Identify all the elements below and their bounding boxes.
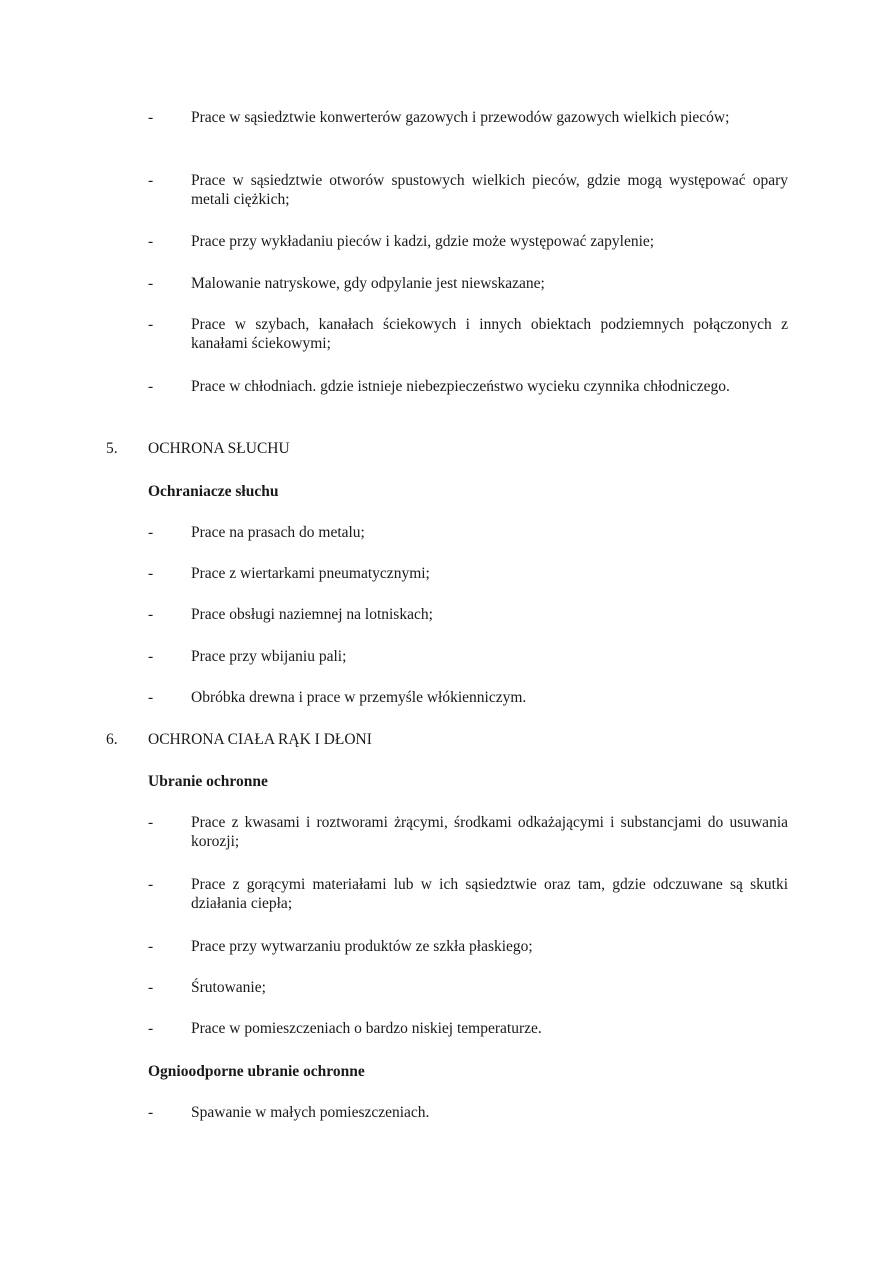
list-item-text: Prace z kwasami i roztworami żrącymi, środkami odkażającymi i substancjami do usuwania korozji;	[191, 814, 788, 850]
list-item-text: Prace w sąsiedztwie otworów spustowych wielkich pieców, gdzie mogą występować opary metali ciężkich;	[191, 172, 788, 208]
section-title: OCHRONA SŁUCHU	[148, 440, 290, 457]
bullet-dash: -	[148, 275, 154, 292]
list-item	[148, 813, 788, 851]
section-number: 5.	[106, 440, 118, 457]
list-item-text: Prace przy wykładaniu pieców i kadzi, gdzie może występować zapylenie;	[191, 233, 655, 250]
list-item	[148, 688, 788, 707]
list-item	[148, 108, 788, 127]
subheading: Ochraniacze słuchu	[148, 483, 279, 500]
list-item	[148, 232, 788, 251]
subheading: Ognioodporne ubranie ochronne	[148, 1063, 365, 1080]
list-item-text: Prace na prasach do metalu;	[191, 524, 365, 541]
list-item	[148, 978, 788, 997]
list-item	[148, 274, 788, 293]
bullet-dash: -	[148, 378, 154, 395]
bullet-dash: -	[148, 814, 154, 831]
list-item-text: Obróbka drewna i prace w przemyśle włókienniczym.	[191, 689, 527, 706]
list-item-text: Prace przy wytwarzaniu produktów ze szkła płaskiego;	[191, 938, 533, 955]
bullet-dash: -	[148, 316, 154, 333]
bullet-dash: -	[148, 524, 154, 541]
list-item	[148, 377, 788, 396]
bullet-dash: -	[148, 109, 154, 126]
list-item-text: Prace w sąsiedztwie konwerterów gazowych i przewodów gazowych wielkich pieców;	[191, 109, 730, 126]
list-item-text: Prace z wiertarkami pneumatycznymi;	[191, 565, 430, 582]
bullet-dash: -	[148, 1104, 154, 1121]
list-item	[148, 647, 788, 666]
list-item-text: Prace przy wbijaniu pali;	[191, 648, 347, 665]
list-item-text: Prace w pomieszczeniach o bardzo niskiej temperaturze.	[191, 1020, 542, 1037]
list-item	[148, 171, 788, 209]
bullet-dash: -	[148, 172, 154, 189]
bullet-dash: -	[148, 876, 154, 893]
section-heading-5	[106, 439, 290, 458]
list-item-text: Prace w chłodniach. gdzie istnieje niebezpieczeństwo wycieku czynnika chłodniczego.	[191, 378, 730, 395]
list-item	[148, 315, 788, 353]
list-item	[148, 875, 788, 913]
section-heading-6	[106, 730, 372, 749]
list-item-text: Prace obsługi naziemnej na lotniskach;	[191, 606, 433, 623]
list-item	[148, 937, 788, 956]
list-item	[148, 523, 788, 542]
list-item	[148, 605, 788, 624]
list-item	[148, 1103, 788, 1122]
bullet-dash: -	[148, 565, 154, 582]
list-item-text: Malowanie natryskowe, gdy odpylanie jest niewskazane;	[191, 275, 545, 292]
bullet-dash: -	[148, 233, 154, 250]
bullet-dash: -	[148, 689, 154, 706]
bullet-dash: -	[148, 938, 154, 955]
section-title: OCHRONA CIAŁA RĄK I DŁONI	[148, 731, 372, 748]
bullet-dash: -	[148, 648, 154, 665]
subheading: Ubranie ochronne	[148, 773, 268, 790]
list-item-text: Prace w szybach, kanałach ściekowych i innych obiektach podziemnych połączonych z kanałami ściekowymi;	[191, 316, 788, 352]
section-number: 6.	[106, 731, 118, 748]
bullet-dash: -	[148, 1020, 154, 1037]
list-item-text: Prace z gorącymi materiałami lub w ich sąsiedztwie oraz tam, gdzie odczuwane są skutki działania ciepła;	[191, 876, 788, 912]
list-item	[148, 1019, 788, 1038]
list-item-text: Śrutowanie;	[191, 979, 266, 996]
bullet-dash: -	[148, 979, 154, 996]
list-item	[148, 564, 788, 583]
bullet-dash: -	[148, 606, 154, 623]
list-item-text: Spawanie w małych pomieszczeniach.	[191, 1104, 430, 1121]
